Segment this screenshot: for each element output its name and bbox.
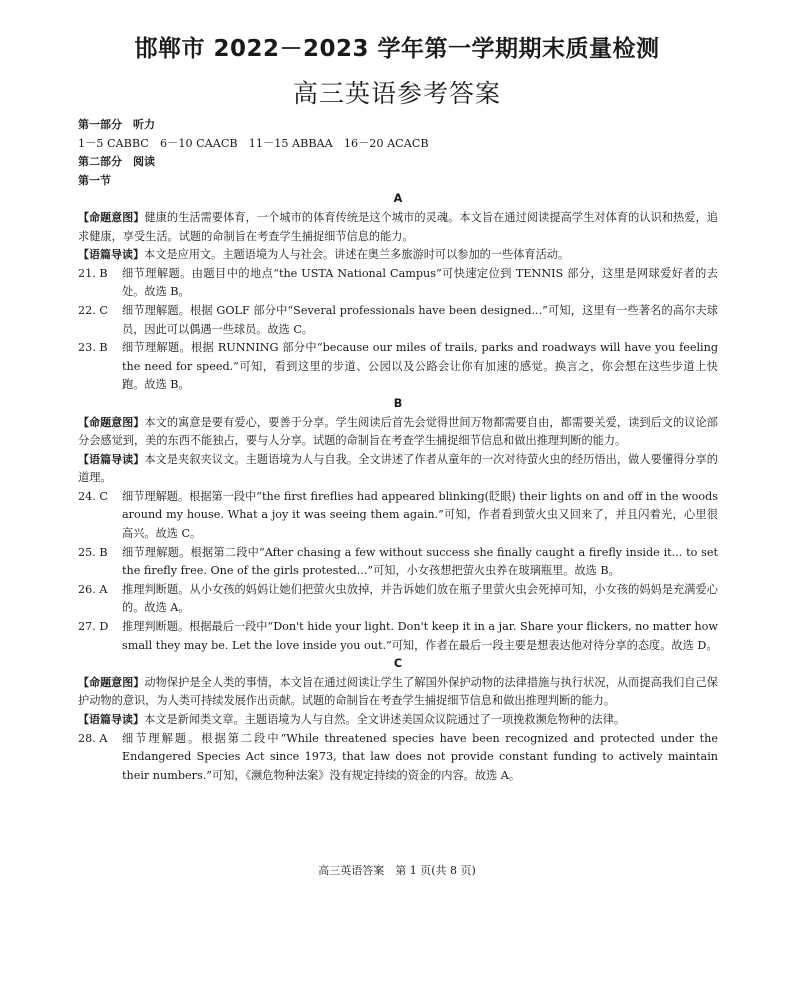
intent-text: 本文的寓意是要有爱心，要善于分享。学生阅读后首先会觉得世间万物都需要自由，都需要关爱，读到后文的议论部分会感觉到，美的东西不能独占，要与人分享。试题的命制旨在考查学生捕捉细节信息和做出推理判断的能力。	[78, 415, 718, 448]
question-25	[78, 544, 718, 581]
guide-text: 本文是应用文。主题语境为人与社会。讲述在奥兰多旅游时可以参加的一些体育活动。	[144, 248, 570, 262]
listening-answers: 1－5 CABBC 6－10 CAACB 11－15 ABBAA 16－20 ACACB	[78, 136, 429, 150]
question-22	[78, 302, 718, 339]
passage-a-intent	[78, 209, 718, 246]
question-number: 22. C	[78, 303, 108, 317]
passage-c-guide	[78, 711, 718, 730]
question-explanation: 细节理解题。根据第一段中“the first fireflies had appeared blinking(眨眼) their lights on and off in the woods around my house. What a joy it was seeing them again.”可知，作者看到萤火虫又回来了，并且闪着光，心里很高兴。故选 C。	[122, 489, 718, 541]
question-explanation: 细节理解题。根据 RUNNING 部分中“because our miles of trails, parks and roadways will have you feeling the need for speed.”可知，看到这里的步道、公园以及公路会让你有加速的感觉。换言之，你会想在这些步道上快跑。故选 B。	[122, 341, 718, 392]
passage-a-guide	[78, 246, 718, 265]
section-heading: 第一节	[78, 173, 111, 187]
question-28	[78, 730, 718, 786]
question-number: 27. D	[78, 620, 109, 634]
part1-heading: 第一部分 听力	[78, 118, 155, 131]
question-number: 21. B	[78, 266, 108, 280]
question-explanation: 推理判断题。从小女孩的妈妈让她们把萤火虫放掉，并告诉她们放在瓶子里萤火虫会死掉可知，小女孩的妈妈是充满爱心的。故选 A。	[122, 582, 718, 615]
question-explanation: 细节理解题。根据 GOLF 部分中“Several professionals have been designed...”可知，这里有一些著名的高尔夫球员，因此可以偶遇一些球员。故选 C。	[122, 303, 718, 336]
intent-label: 【命题意图】	[78, 415, 145, 429]
question-number: 28. A	[78, 731, 108, 745]
intent-text: 动物保护是全人类的事情，本文旨在通过阅读让学生了解国外保护动物的法律措施与执行状况，从而提高我们自己保护动物的意识，为人类可持续发展作出贡献。试题的命制旨在考查学生捕捉细节信息和做出推理判断的能力。	[78, 675, 718, 708]
passage-b-guide	[78, 451, 718, 488]
part2-heading: 第二部分 阅读	[78, 155, 155, 169]
passage-b-intent	[78, 414, 718, 451]
exam-title: 邯郸市 2022－2023 学年第一学期期末质量检测	[134, 36, 660, 62]
passage-a-letter: A	[393, 192, 403, 206]
intent-text: 健康的生活需要体育，一个城市的体育传统是这个城市的灵魂。本文旨在通过阅读提高学生对体育的认识和热爱，追求健康，享受生活。试题的命制旨在考查学生捕捉细节信息的能力。	[78, 210, 718, 243]
question-explanation: 细节理解题。由题目中的地点“the USTA National Campus”可快速定位到 TENNIS 部分，这里是网球爱好者的去处。故选 B。	[122, 266, 718, 299]
question-26	[78, 581, 718, 618]
question-explanation: 细节理解题。根据第二段中“After chasing a few without success she finally caught a firefly inside it... to set the firefly free. One of the girls protested...”可知，小女孩想把萤火虫养在玻璃瓶里。故选 B。	[122, 545, 718, 578]
answer-key-title: 高三英语参考答案	[292, 79, 501, 108]
guide-label: 【语篇导读】	[78, 713, 144, 726]
intent-label: 【命题意图】	[78, 210, 145, 224]
question-27	[78, 618, 718, 655]
guide-label: 【语篇导读】	[78, 248, 144, 262]
passage-c-letter: C	[393, 657, 403, 671]
intent-label: 【命题意图】	[78, 675, 145, 689]
question-number: 25. B	[78, 545, 108, 559]
passage-b-letter: B	[393, 396, 403, 410]
page-footer: 高三英语答案 第 1 页(共 8 页)	[318, 864, 476, 877]
guide-label: 【语篇导读】	[78, 452, 145, 466]
question-explanation: 推理判断题。根据最后一段中“Don't hide your light. Don't keep it in a jar. Share your flickers, no matter how small they may be. Let the love inside you out.”可知，作者在最后一段主要是想表达他对待分享的态度。故选 D。	[122, 620, 718, 652]
guide-text: 本文是新闻类文章。主题语境为人与自然。全文讲述美国众议院通过了一项挽救濒危物种的法律。	[144, 713, 626, 726]
question-number: 24. C	[78, 489, 108, 503]
question-21	[78, 265, 718, 302]
content-body	[78, 116, 718, 785]
question-23	[78, 339, 718, 395]
question-number: 23. B	[78, 341, 108, 355]
question-explanation: 细节理解题。根据第二段中“While threatened species have been recognized and protected under the Endangered Species Act since 1973, that law does not provide constant funding to actively maintain their numbers.”可知，《濒危物种法案》没有规定持续的资金的内容。故选 A。	[122, 731, 718, 782]
question-number: 26. A	[78, 582, 108, 596]
guide-text: 本文是夹叙夹议文。主题语境为人与自我。全文讲述了作者从童年的一次对待萤火虫的经历悟出，做人要懂得分享的道理。	[78, 452, 718, 485]
passage-c-intent	[78, 674, 718, 711]
question-24	[78, 488, 718, 544]
